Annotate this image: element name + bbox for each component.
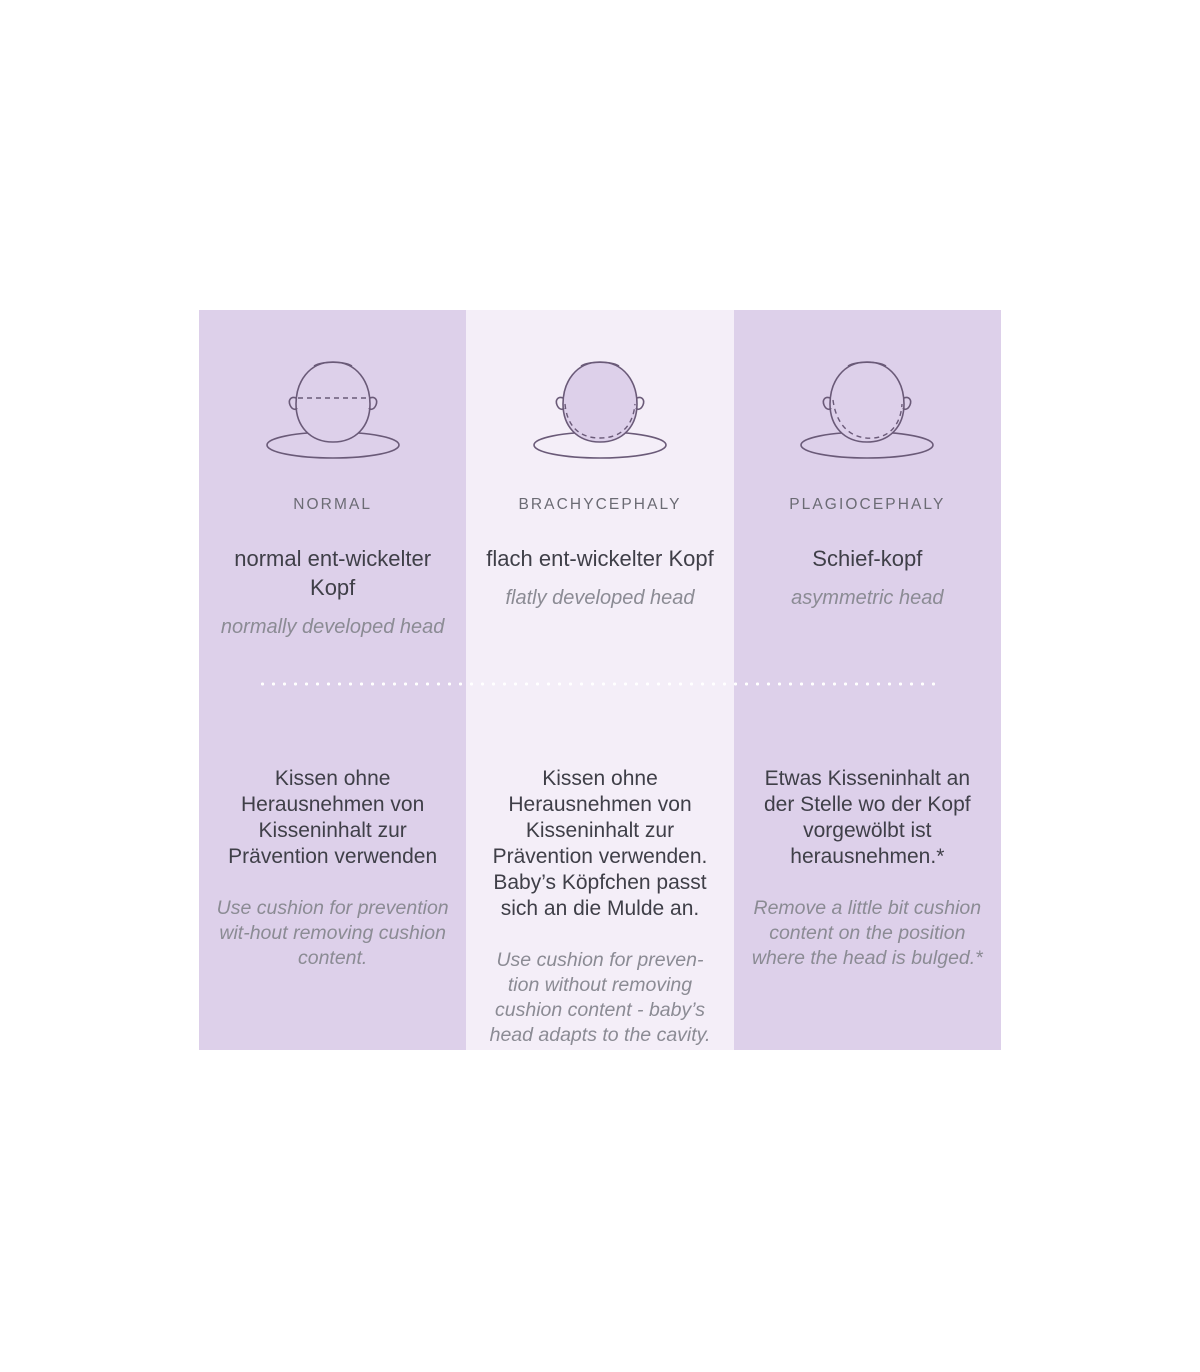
body-de-plagiocephaly: Etwas Kisseninhalt an der Stelle wo der Kopf vorgewölbt ist herausnehmen.* bbox=[764, 767, 971, 868]
baby-head-plagiocephaly-icon bbox=[782, 352, 952, 472]
column-normal bbox=[199, 310, 466, 1050]
body-de-normal: Kissen ohne Herausnehmen von Kisseninhalt zur Prävention verwenden bbox=[228, 767, 438, 868]
baby-head-brachycephaly-icon bbox=[515, 352, 685, 472]
title-en-brachycephaly: flatly developed head bbox=[505, 587, 695, 609]
title-en-plagiocephaly: asymmetric head bbox=[791, 587, 944, 609]
baby-head-normal-icon bbox=[248, 352, 418, 472]
column-label-brachycephaly: BRACHYCEPHALY bbox=[518, 496, 682, 513]
title-de-plagiocephaly: Schief-kopf bbox=[812, 546, 923, 571]
body-en-normal: Use cushion for prevention wit-hout removing cushion content. bbox=[216, 897, 449, 969]
title-de-brachycephaly: flach ent-wickelter Kopf bbox=[486, 546, 714, 571]
body-de-brachycephaly: Kissen ohne Herausnehmen von Kisseninhalt zur Prävention verwenden. Baby’s Köpfchen passt sich an die Mulde an. bbox=[492, 767, 708, 920]
title-en-normal: normally developed head bbox=[220, 616, 445, 638]
body-en-brachycephaly: Use cushion for preven-tion without removing cushion content - baby’s head adapts to the cavity. bbox=[489, 949, 711, 1046]
column-label-plagiocephaly: PLAGIOCEPHALY bbox=[789, 496, 946, 513]
dotted-divider bbox=[257, 682, 943, 686]
head-shape-infographic bbox=[199, 310, 1001, 1050]
title-de-normal: normal ent-wickelter Kopf bbox=[234, 546, 432, 600]
column-label-normal: NORMAL bbox=[293, 496, 373, 513]
column-brachycephaly bbox=[466, 310, 733, 1050]
body-en-plagiocephaly: Remove a little bit cushion content on the position where the head is bulged.* bbox=[751, 897, 983, 969]
column-plagiocephaly bbox=[734, 310, 1001, 1050]
